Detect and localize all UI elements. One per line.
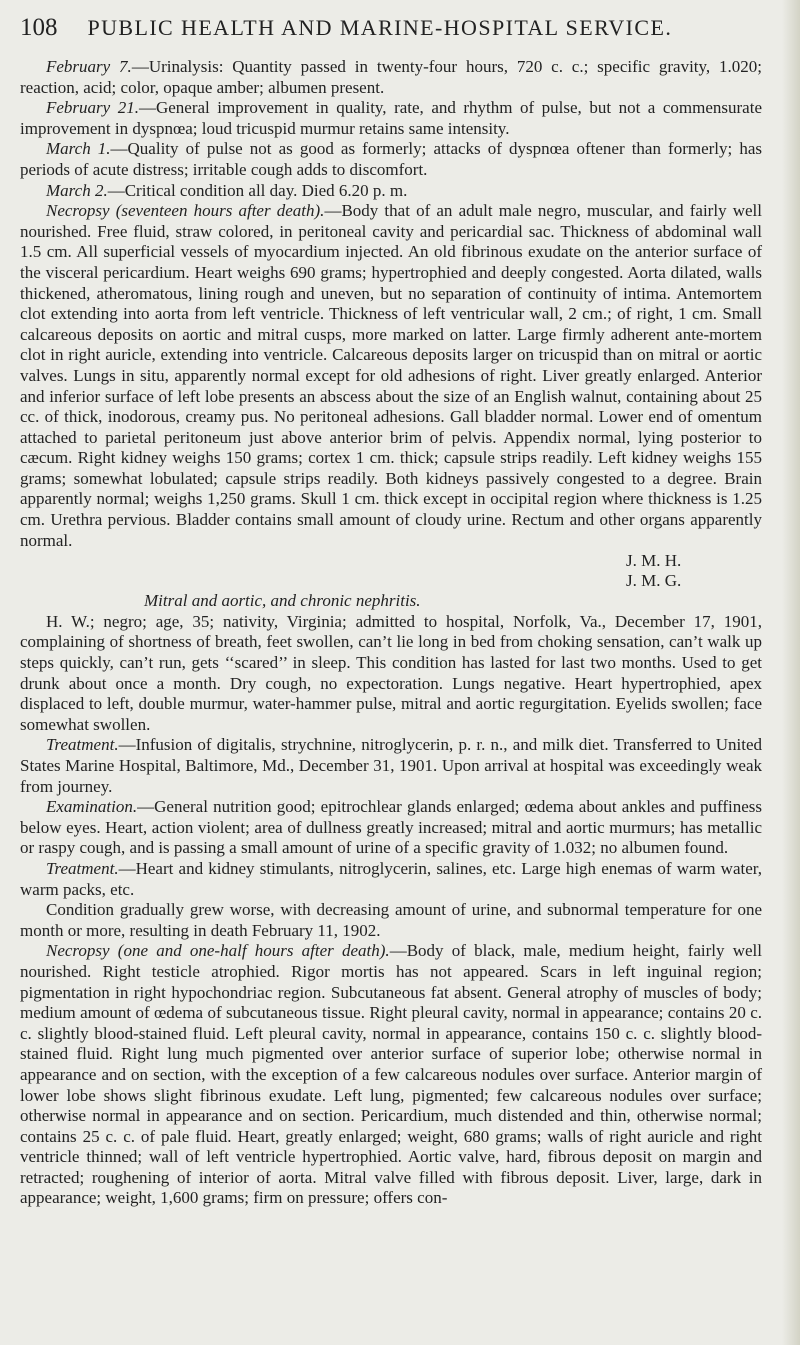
signature-1: J. M. H. (626, 551, 682, 571)
signature-2: J. M. G. (626, 571, 682, 591)
paragraph-treatment-1 (20, 735, 762, 797)
section-label: Treatment. (46, 858, 119, 878)
date-label: February 21. (46, 98, 139, 118)
running-title: PUBLIC HEALTH AND MARINE-HOSPITAL SERVICE. (87, 15, 673, 40)
case-heading: Mitral and aortic, and chronic nephritis. (144, 591, 421, 611)
page-edge-shadow (782, 0, 800, 1345)
section-label: Necropsy (one and one-half hours after death). (46, 941, 390, 961)
paragraph-condition: Condition gradually grew worse, with decreasing amount of urine, and subnormal temperature for one month or more, resulting in death February 11, 1902. (20, 900, 762, 940)
paragraph-feb21 (20, 98, 762, 139)
paragraph-text: —Body that of an adult male negro, muscular, and fairly well nourished. Free fluid, straw colored, in peritoneal cavity and pericardial sac. Thickness of abdominal wall 1.5 cm. All superficial vessels of myocardium injected. An old fibrinous exudate on the anterior surface of the visceral pericardium. Heart weighs 690 grams; hypertrophied and deeply congested. Aorta dilated, walls thickened, atheromatous, lining rough and uneven, but no separation of continuity of intima. Antemortem clot extending into aorta from left ventricle. Thickness of left ventricular wall, 2 cm.; of right, 1 cm. Small calcareous deposits on aortic and mitral cusps, more marked on latter. Large firmly adherent ante-mortem clot in right auricle, extending into ventricle. Calcareous deposits larger on tricuspid than on mitral or aortic valves. Lungs in situ, apparently normal except for old adhesions of right. Liver greatly enlarged. Anterior and inferior surface of left lobe presents an abscess about the size of an English walnut, containing about 25 cc. of thick, inodorous, creamy pus. No peritoneal adhesions. Gall bladder normal. Lower end of omentum attached to parietal peritoneum just above anterior brim of pelvis. Appendix normal, lying posterior to cæcum. Right kidney weighs 150 grams; cortex 1 cm. thick; capsule strips readily. Left kidney weighs 155 grams; somewhat lobulated; capsule strips readily. Both kidneys passively congested to a degree. Brain apparently normal; weighs 1,250 grams. Skull 1 cm. thick except in occipital region where thickness is 1.25 cm. Urethra pervious. Bladder contains small amount of cloudy urine. Rectum and other organs apparently normal. (20, 201, 762, 550)
page-number: 108 (20, 14, 58, 41)
paragraph-text: —Body of black, male, medium height, fairly well nourished. Right testicle atrophied. Rigor mortis has not appeared. Scars in left inguinal region; pigmentation in right hypochondriac region. Subcutaneous fat absent. General atrophy of muscles of body; medium amount of œdema of subcutaneous tissue. Right pleural cavity, normal in appearance; contains 20 c. c. slightly blood-stained fluid. Left pleural cavity, normal in appearance, contains 150 c. c. slightly blood-stained fluid. Right lung much pigmented over anterior surface of superior lobe; otherwise normal in appearance and on section, with the exception of a few calcareous nodules over surface. Anterior margin of lower lobe shows slight fibrinous exudate. Left lung, pigmented; few calcareous nodules over surface; otherwise normal in appearance and on section. Pericardium, much distended and thin, otherwise normal; contains 25 c. c. of pale fluid. Heart, greatly enlarged; weight, 680 grams; walls of right auricle and right ventricle thinned; wall of left ventricle hypertrophied. Aortic valve, hard, fibrous deposit on margin and retracted; roughening of interior of aorta. Mitral valve filled with fibrous deposit. Liver, large, dark in appearance; weight, 1,600 grams; firm on pressure; offers con- (20, 941, 762, 1208)
paragraph-text: —Infusion of digitalis, strychnine, nitroglycerin, p. r. n., and milk diet. Transferred to United States Marine Hospital, Baltimore, Md., December 31, 1901. Upon arrival at hospital was exceedingly weak from journey. (20, 735, 762, 796)
body-text (20, 57, 762, 1209)
paragraph-text: —Critical condition all day. Died 6.20 p. m. (107, 180, 408, 200)
section-label: Examination. (46, 797, 138, 817)
paragraph-necropsy-2 (20, 941, 762, 1209)
paragraph-text: —Quality of pulse not as good as formerly; attacks of dyspnœa oftener than formerly; has periods of acute distress; irritable cough adds to discomfort. (20, 139, 762, 179)
paragraph-text: —General nutrition good; epitrochlear glands enlarged; œdema about ankles and puffiness below eyes. Heart, action violent; area of dullness greatly increased; mitral and aortic murmurs; has metallic or raspy cough, and is passing a small amount of urine of a specific gravity of 1.032; no albumen found. (20, 797, 762, 858)
paragraph-necropsy-1 (20, 201, 762, 551)
paragraph-case-history: H. W.; negro; age, 35; nativity, Virginia; admitted to hospital, Norfolk, Va., December 17, 1901, complaining of shortness of breath, feet swollen, can’t lie long in bed from choking sensation, can’t walk up steps quickly, can’t run, gets ‘‘scared’’ in sleep. This condition has lasted for last two months. Used to get drunk about once a month. Dry cough, no expectoration. Lungs negative. Heart hypertrophied, apex displaced to left, double murmur, water-hammer pulse, mitral and aortic regurgitation. Eyelids swollen; face somewhat swollen. (20, 611, 762, 734)
paragraph-mar1 (20, 139, 762, 180)
paragraph-text: —Heart and kidney stimulants, nitroglycerin, salines, etc. Large high enemas of warm water, warm packs, etc. (20, 858, 762, 899)
paragraph-text: —General improvement in quality, rate, and rhythm of pulse, but not a commensurate improvement in dyspnœa; loud tricuspid murmur retains same intensity. (20, 98, 762, 138)
paragraph-examination (20, 797, 762, 859)
date-label: March 1. (46, 139, 111, 159)
date-label: February 7. (46, 57, 132, 76)
section-label: Necropsy (seventeen hours after death). (46, 201, 325, 221)
paragraph-treatment-2 (20, 859, 762, 900)
paragraph-mar2 (20, 181, 762, 202)
date-label: March 2. (46, 180, 108, 200)
section-label: Treatment. (46, 735, 119, 755)
paragraph-text: —Urinalysis: Quantity passed in twenty-four hours, 720 c. c.; specific gravity, 1.020; reaction, acid; color, opaque amber; albumen present. (20, 57, 762, 97)
paragraph-feb7 (20, 57, 762, 98)
running-header (20, 14, 720, 54)
